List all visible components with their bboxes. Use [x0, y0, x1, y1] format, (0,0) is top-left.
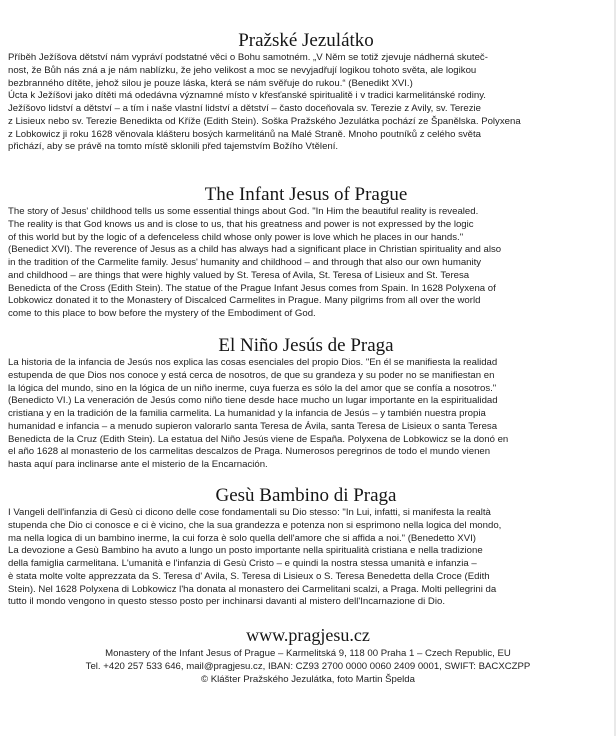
section-paragraph — [8, 507, 604, 609]
text-line: la lógica del mundo, sino en la lógica de un niño inerme, cuya fuerza es sólo la del amor que se confía a nosotros." — [8, 382, 497, 394]
text-line: z Lisieux nebo sv. Terezie Benedikta od Kříže (Edith Stein). Soška Pražského Jezulátka pochází ze Španělska. Polyxena — [8, 115, 521, 127]
footer-copyright: © Klášter Pražského Jezulátka, foto Martin Špelda — [201, 673, 415, 685]
text-line: z Lobkowicz ji roku 1628 věnovala klášteru bosých karmelitánů na Malé Straně. Mnoho poutníků z celého světa — [8, 128, 482, 140]
text-line: hasta aquí para inclinarse ante el misterio de la Encarnación. — [8, 459, 268, 470]
section-paragraph — [8, 52, 604, 154]
text-line: cristiana y en la tradición de la familia carmelita. La humanidad y la infancia de Jesús – y también nuestra propia — [8, 408, 486, 419]
text-line: and childhood – are things that were highly valued by St. Teresa of Avila, St. Teresa of Lisieux and St. Teresa — [8, 269, 470, 281]
text-line: La devozione a Gesù Bambino ha avuto a lungo un posto importante nella spiritualità cristiana e nella tradizione — [8, 545, 483, 557]
text-line: Stein). Nel 1628 Polyxena di Lobkowicz l'ha donata al monastero dei Carmelitani scalzi, a Praga. Molti pellegrini da — [8, 583, 497, 595]
text-line: tutto il mondo vengono in questo stesso posto per inchinarsi davanti al mistero dell'Incarnazione di Dio. — [8, 596, 445, 608]
text-line: The reality is that God knows us and is close to us, that his greatness and power is not expressed by the logic — [8, 218, 474, 230]
section-title: Pražské Jezulátko — [238, 30, 374, 51]
text-line: přichází, aby se právě na tomto místě sklonili před tajemstvím Božího Vtělení. — [8, 141, 339, 153]
section-paragraph — [8, 206, 604, 321]
text-line: Benedicta of the Cross (Edith Stein). The statue of the Prague Infant Jesus comes from Spain. In 1628 Polyxena of — [8, 282, 496, 294]
footer — [0, 624, 616, 686]
section-title: The Infant Jesus of Prague — [204, 184, 408, 205]
text-line: I Vangeli dell'infanzia di Gesù ci dicono delle cose fondamentali su Dio stesso: "In Lui, infatti, si manifesta la realtà — [8, 507, 491, 518]
text-line: stupenda che Dio ci conosce e ci è vicino, che la sua grandezza e potenza non si esprimono nella logica del mondo, — [8, 519, 502, 531]
section-english — [8, 184, 604, 321]
text-line: Příběh Ježíšova dětství nám vypráví podstatné věci o Bohu samotném. „V Něm se totiž zjevuje nádherná skuteč- — [8, 52, 488, 63]
text-line: ma nella logica di un bambino inerme, la cui forza è solo quella dell'amore che si affida a noi." (Benedetto XVI) — [8, 532, 476, 544]
text-line: humanidad e infancia – a menudo supieron valorarlo santa Teresa de Ávila, santa Teresa de Lisieux o santa Teresa — [8, 420, 498, 432]
text-line: Benedicta de la Cruz (Edith Stein). La estatua del Niño Jesús viene de España. Polyxena de Lobkowicz se la donó en — [8, 433, 509, 445]
text-line: è stata molte volte apprezzata da S. Teresa d' Avila, S. Teresa di Lisieux o S. Teresa Benedetta della Croce (Edith — [8, 570, 490, 582]
text-line: bezbranného dítěte, jehož silou je pouze láska, která se nám svěřuje do rukou.“ (Benedikt XVI.) — [8, 77, 413, 89]
text-line: (Benedicto VI.) La veneración de Jesús como niño tiene desde hace mucho un lugar importante en la espiritualidad — [8, 395, 498, 407]
section-italian — [8, 485, 604, 609]
text-line: Lobkowicz donated it to the Monastery of Discalced Carmelites in Prague. Many pilgrims from all over the world — [8, 295, 481, 307]
text-line: La historia de la infancia de Jesús nos explica las cosas esenciales del propio Dios. "En él se manifiesta la realidad — [8, 357, 498, 368]
footer-address: Monastery of the Infant Jesus of Prague – Karmelitská 9, 118 00 Praha 1 – Czech Republic, EU — [105, 648, 511, 659]
section-title: Gesù Bambino di Praga — [215, 485, 397, 506]
section-spanish — [8, 335, 604, 472]
text-line: Úcta k Ježíšovi jako dítěti má odedávna významné místo v křesťanské spiritualitě i v tradici karmelitánské rodiny. — [8, 90, 486, 102]
text-line: (Benedict XVI). The reverence of Jesus as a child has always had a significant place in Christian spirituality and also — [8, 244, 502, 256]
text-line: nost, že Bůh nás zná a je nám nablízku, že jeho velikost a moc se nevyjadřují logikou tohoto světa, ale logikou — [8, 64, 477, 76]
text-line: el año 1628 al monasterio de los carmelitas descalzos de Praga. Numerosos peregrinos de todo el mundo vienen — [8, 446, 491, 458]
footer-contact: Tel. +420 257 533 646, mail@pragjesu.cz, IBAN: CZ93 2700 0000 0060 2409 0001, SWIFT: BACXCZPP — [85, 660, 531, 672]
text-line: della famiglia carmelitana. L'umanità e l'infanzia di Gesù Cristo – e quindi la nostra stessa umanità e infanzia – — [8, 558, 477, 569]
text-line: come to this place to bow before the mystery of the Embodiment of God. — [8, 308, 316, 319]
text-line: of this world but by the logic of a defenceless child whose only power is love which he places in our hands." — [8, 231, 464, 243]
section-title: El Niño Jesús de Praga — [218, 335, 394, 356]
section-czech — [8, 30, 604, 154]
text-line: The story of Jesus' childhood tells us some essential things about God. "In Him the beautiful reality is revealed. — [8, 206, 479, 217]
text-line: Ježíšovo lidství a dětství – a tím i naše vlastní lidství a dětství – často doceňovala sv. Terezie z Avily, sv. Terezie — [8, 103, 481, 114]
website-link[interactable]: www.pragjesu.cz — [246, 625, 370, 645]
section-paragraph — [8, 357, 604, 472]
text-line: estupenda de que Dios nos conoce y está cerca de nosotros, de que su grandeza y su poder no se manifiestan en — [8, 369, 495, 381]
text-line: in the tradition of the Carmelite family. Jesus' humanity and childhood – and through that also our own humanity — [8, 257, 482, 268]
